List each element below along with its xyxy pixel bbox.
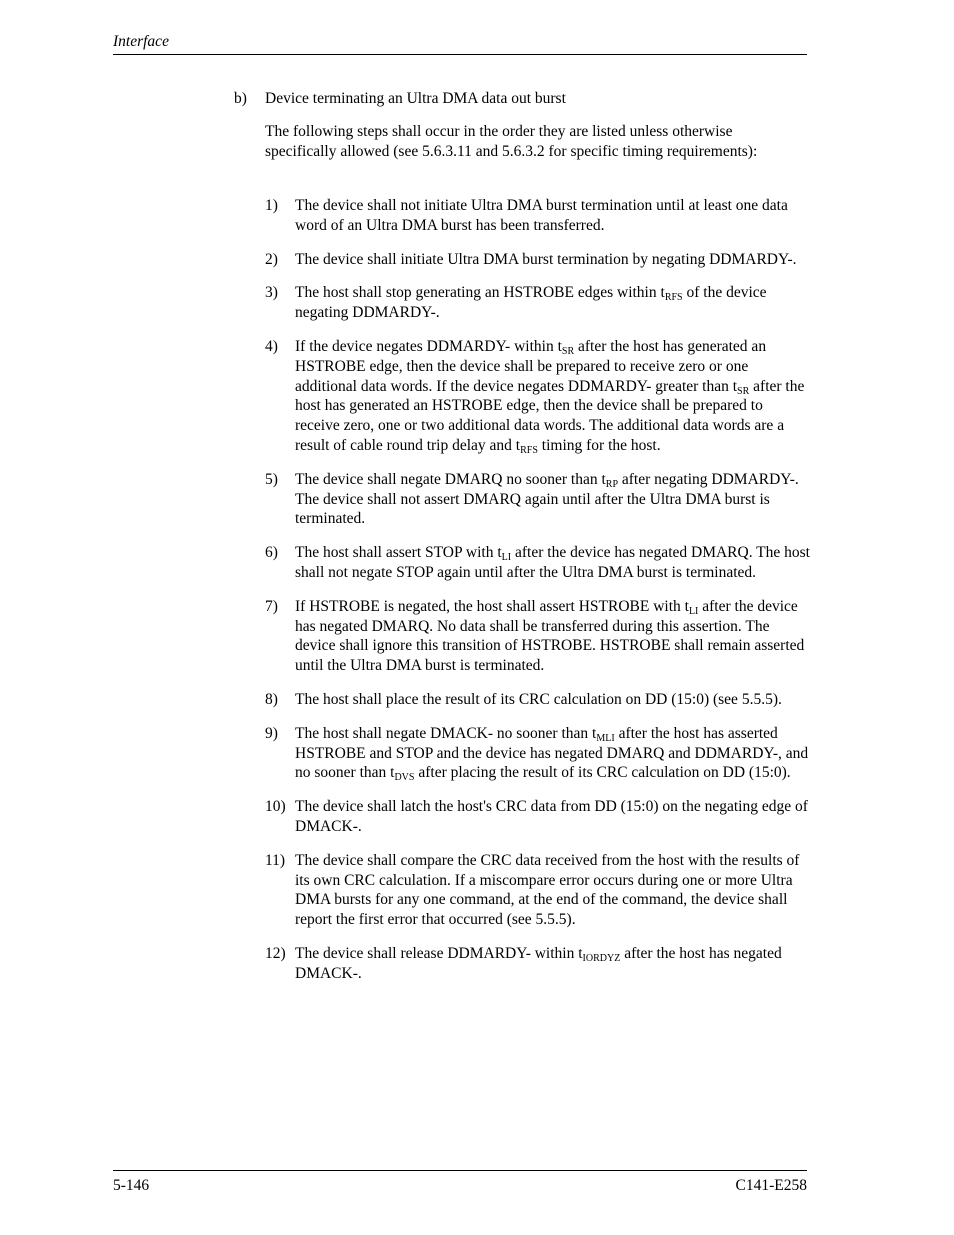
list-item (265, 690, 810, 710)
step-number: 2) (265, 250, 278, 268)
step-number: 6) (265, 544, 278, 562)
list-item (265, 283, 810, 323)
list-item (265, 543, 810, 583)
steps-list (265, 196, 810, 998)
footer-rule (113, 1170, 807, 1171)
step-text: The host shall stop generating an HSTROBE edges within $t_{RFS}$ of the device negating DDMARDY-. (295, 284, 767, 322)
step-number: 9) (265, 724, 278, 742)
list-item (265, 597, 810, 676)
list-item (265, 724, 810, 783)
step-number: 4) (265, 337, 278, 355)
step-text: If HSTROBE is negated, the host shall assert HSTROBE with $t_{LI}$ after the device has negated DMARQ. No data shall be transferred during this assertion. The device shall ignore this transition of HSTROBE. HSTROBE shall remain asserted until the Ultra DMA burst is terminated. (295, 597, 805, 675)
step-number: 3) (265, 284, 278, 302)
step-number: 7) (265, 597, 278, 615)
list-item (265, 797, 810, 837)
step-text: The host shall place the result of its CRC calculation on DD (15:0) (see 5.5.5). (295, 690, 782, 708)
step-text: The device shall release DDMARDY- within $t_{IORDYZ}$ after the host has negated DMACK-. (295, 944, 782, 982)
step-number: 1) (265, 197, 278, 214)
step-text: The device shall compare the CRC data received from the host with the results of its own CRC calculation. If a miscompare error occurs during one or more Ultra DMA bursts for any one command, at the end of the command, the device shall report the first error that occurred (see 5.5.5). (295, 851, 800, 929)
section-title: Device terminating an Ultra DMA data out burst (265, 90, 566, 107)
list-item (265, 470, 810, 529)
step-text: The host shall assert STOP with $t_{LI}$ after the device has negated DMARQ. The host shall not negate STOP again until after the Ultra DMA burst is terminated. (295, 544, 810, 581)
step-text: The device shall initiate Ultra DMA burst termination by negating DDMARDY-. (295, 250, 797, 268)
page-number: 5-146 (113, 1177, 150, 1194)
list-item (265, 851, 810, 930)
step-number: 8) (265, 690, 278, 708)
header-rule (113, 54, 807, 55)
step-number: 5) (265, 470, 278, 488)
list-item (265, 196, 810, 236)
step-number: 12) (265, 944, 286, 962)
list-item (265, 337, 810, 456)
step-text: The device shall negate DMARQ no sooner than $t_{RP}$ after negating DDMARDY-. The device shall not assert DMARQ again until after the Ultra DMA burst is terminated. (295, 470, 799, 528)
step-text: If the device negates DDMARDY- within $t_{SR}$ after the host has generated an HSTROBE edge, then the device shall be prepared to receive zero or one additional data words. If the device negates DDMARDY- greater than $t_{SR}$ after the host has generated an HSTROBE edge, then the device shall be prepared to receive zero, one or two additional data words. The additional data words are a result of cable round trip delay and $t_{RFS}$ timing for the host. (295, 337, 805, 456)
document-id: C141-E258 (735, 1177, 807, 1194)
step-text: The device shall not initiate Ultra DMA burst termination until at least one data word of an Ultra DMA burst has been transferred. (295, 197, 788, 234)
section-label: b) (234, 90, 247, 107)
step-text: The host shall negate DMACK- no sooner than $t_{MLI}$ after the host has asserted HSTROBE and STOP and the device has negated DMARQ and DDMARDY-, and no sooner than $t_{DVS}$ after placing the result of its CRC calculation on DD (15:0). (295, 724, 809, 784)
header-title: Interface (113, 33, 169, 50)
step-text: The device shall latch the host's CRC data from DD (15:0) on the negating edge of DMACK-. (295, 798, 808, 835)
step-number: 11) (265, 851, 286, 869)
step-number: 10) (265, 798, 286, 816)
section-intro: The following steps shall occur in the order they are listed unless otherwise specifically allowed (see 5.6.3.11 and 5.6.3.2 for specific timing requirements): (265, 123, 758, 160)
list-item (265, 944, 810, 984)
list-item (265, 250, 810, 270)
